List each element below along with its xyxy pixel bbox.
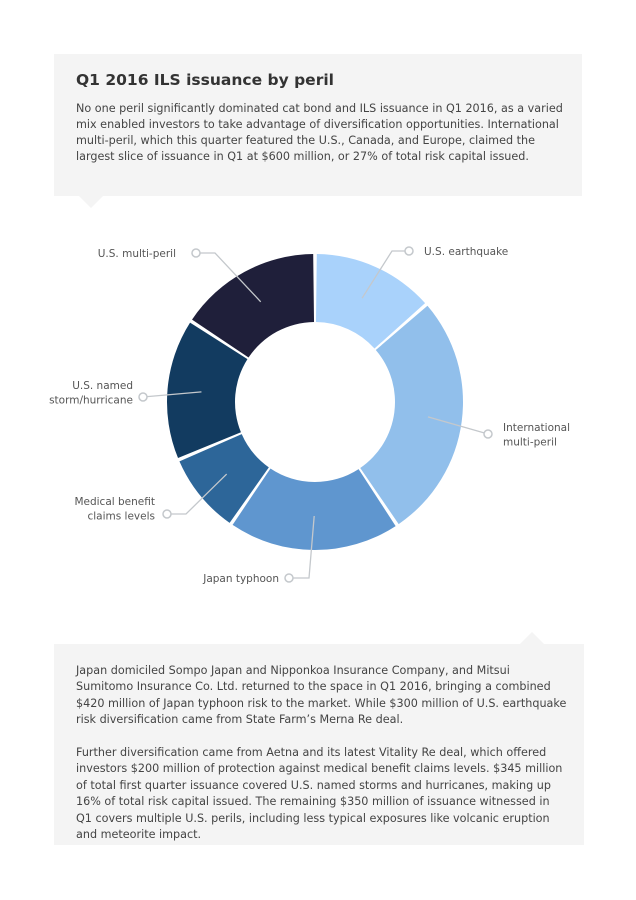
body-panel bbox=[54, 644, 584, 845]
page-title: Q1 2016 ILS issuance by peril bbox=[76, 71, 334, 89]
label-medical-benefit-claims-levels: Medical benefit claims levels bbox=[74, 496, 155, 523]
label-international-multi-peril: International multi-peril bbox=[503, 422, 571, 449]
leader-dot-medical-benefit-claims-levels bbox=[163, 510, 171, 518]
leader-dot-u-s-named-storm-hurricane bbox=[139, 393, 147, 401]
body-paragraph-2: Further diversification came from Aetna and its latest Vitality Re deal, which offered investors $200 million of protection against medical benefit claims levels. $345 million of total first quarter issuance covered U.S. named storms and hurricanes, making up 16% of total risk capital issued. The remaining $350 million of issuance witnessed in Q1 covers multiple U.S. perils, including less typical exposures like volcanic eruption and meteorite impact. bbox=[76, 746, 563, 842]
label-japan-typhoon: Japan typhoon bbox=[203, 573, 279, 585]
label-u-s-named-storm-hurricane: U.S. named storm/hurricane bbox=[49, 380, 133, 407]
intro-text: No one peril significantly dominated cat bond and ILS issuance in Q1 2016, as a varied mix enabled investors to take advantage of diversification opportunities. International multi-peril, which this quarter featured the U.S., Canada, and Europe, claimed the largest slice of issuance in Q1 at $600 million, or 27% of total risk capital issued. bbox=[76, 102, 563, 163]
label-u-s-multi-peril: U.S. multi-peril bbox=[97, 248, 176, 260]
leader-dot-u-s-multi-peril bbox=[192, 249, 200, 257]
label-u-s-earthquake: U.S. earthquake bbox=[424, 246, 509, 258]
leader-dot-u-s-earthquake bbox=[405, 247, 413, 255]
leader-dot-japan-typhoon bbox=[285, 574, 293, 582]
chart-slices bbox=[167, 254, 463, 550]
body-paragraph-1: Japan domiciled Sompo Japan and Nipponkoa Insurance Company, and Mitsui Sumitomo Insurance Co. Ltd. returned to the space in Q1 2016, bringing a combined $420 million of Japan typhoon risk to the market. While $300 million of U.S. earthquake risk diversification came from State Farm’s Merna Re deal. bbox=[76, 664, 567, 727]
leader-dot-international-multi-peril bbox=[484, 430, 492, 438]
